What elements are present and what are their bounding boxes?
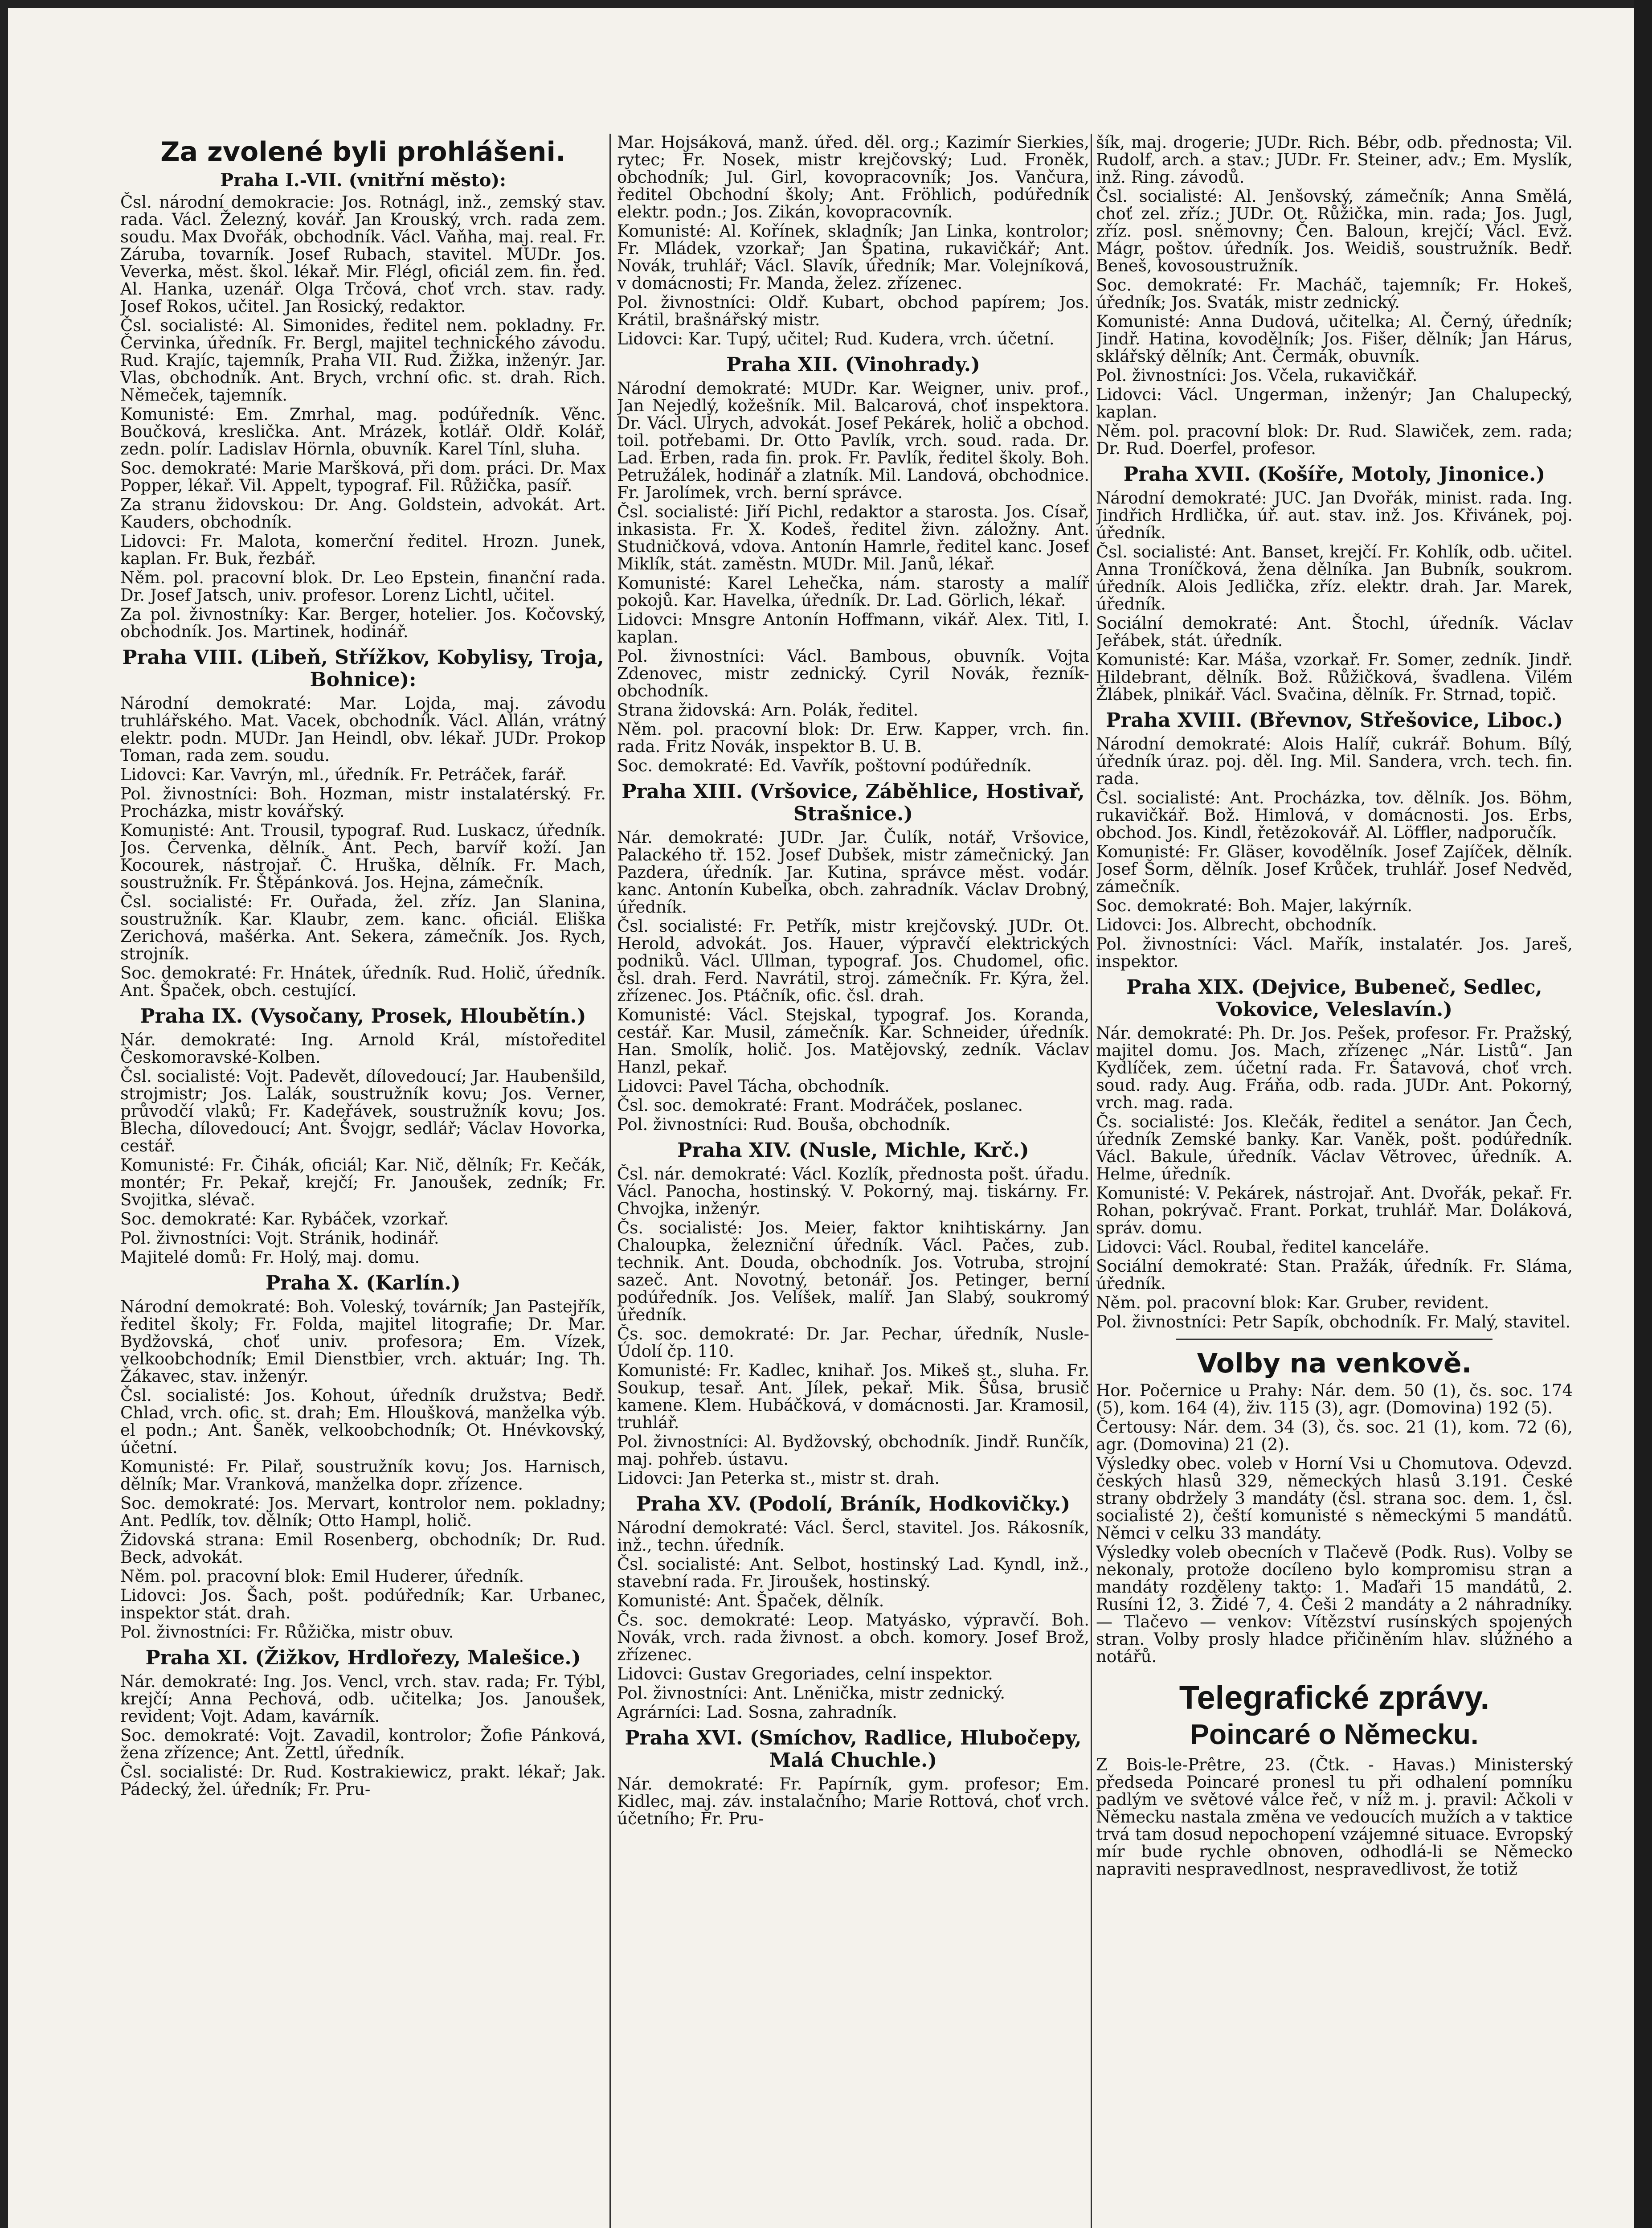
paragraph: Výsledky obec. voleb v Horní Vsi u Chomutova. Odevzd. českých hlasů 329, německých hlasů 3.191. České strany obdržely 3 mandáty (čsl. strana soc. dem. 1, čsl. socialisté 2), čeští komunisté s německými 5 mandátů. Němci v celku 33 mandáty. — [1096, 1454, 1573, 1543]
paragraph: Čsl. socialisté: Dr. Rud. Kostrakiewicz, prakt. lékař; Jak. Pádecký, žel. úředník; Fr. Pru- — [120, 1762, 606, 1799]
paragraph: Komunisté: Ant. Špaček, dělník. — [617, 1591, 884, 1610]
paragraph: Národní demokraté: Václ. Šercl, stavitel. Jos. Rákosník, inž., techn. úředník. — [617, 1518, 1089, 1555]
district-heading: Praha IX. (Vysočany, Prosek, Hloubětín.) — [140, 1005, 586, 1028]
paragraph: Židovská strana: Emil Rosenberg, obchodník; Dr. Rud. Beck, advokát. — [120, 1530, 606, 1567]
paragraph: Soc. demokraté: Boh. Majer, lakýrník. — [1096, 896, 1412, 915]
paragraph: Agrárníci: Lad. Sosna, zahradník. — [617, 1703, 897, 1722]
column-2 — [617, 134, 1089, 2228]
paragraph: Čsl. socialisté: Ant. Procházka, tov. dělník. Jos. Böhm, rukavičkář. Bož. Himlová, v domácnosti. Jos. Erbs, obchod. Jos. Kindl, řetězokovář. Al. Löffler, nadporučík. — [1096, 788, 1573, 842]
paragraph: Lidovci: Jos. Šach, pošt. podúředník; Kar. Urbanec, inspektor stát. drah. — [120, 1586, 606, 1622]
paragraph: Čsl. socialisté: Vojt. Padevět, dílovedoucí; Jar. Haubenšild, strojmistr; Jos. Lalák, soustružník kovu; Jos. Verner, průvodčí vlaků; Fr. Kadeřávek, soustružník kovu; Jos. Blecha, dílovedoucí; Ant. Švojgr, sedlář; Václav Hovorka, cestář. — [120, 1067, 606, 1155]
paragraph: Komunisté: Karel Lehečka, nám. starosty a malíř pokojů. Kar. Havelka, úředník. Dr. Lad. Görlich, lékař. — [617, 573, 1089, 610]
column-3 — [1096, 134, 1573, 2228]
paragraph: Čsl. národní demokracie: Jos. Rotnágl, inž., zemský stav. rada. Václ. Železný, kovář. Jan Krouský, vrch. rada zem. soudu. Max Dvořák, obchodník. Václ. Vaňha, maj. real. Fr. Záruba, tovarník. Josef Rubach, stavitel. MUDr. Jos. Veverka, měst. škol. lékař. Mir. Flégl, oficiál zem. fin. řed. Al. Hanka, uzenář. Olga Trčová, choť vrch. stav. rady. Josef Rokos, učitel. Jan Rosický, redaktor. — [120, 192, 606, 316]
paragraph: Lidovci: Jos. Albrecht, obchodník. — [1096, 915, 1377, 934]
paragraph: Soc. demokraté: Fr. Macháč, tajemník; Fr. Hokeš, úředník; Jos. Svaták, mistr zednický. — [1096, 275, 1573, 312]
district-heading: Praha X. (Karlín.) — [266, 1272, 461, 1294]
paragraph: Nár. demokraté: JUDr. Jar. Čulík, notář, Vršovice, Palackého tř. 152. Josef Dubšek, mistr zámečnický. Jan Pazdera, úředník. Jar. Kutina, správce měst. vodár. kanc. Antonín Kubelka, obch. zahradník. Václav Drobný, úředník. — [617, 828, 1089, 917]
paragraph: Lidovci: Jan Peterka st., mistr st. drah. — [617, 1469, 940, 1488]
paragraph: Čsl. nár. demokraté: Václ. Kozlík, přednosta pošt. úřadu. Václ. Panocha, hostinský. V. Pokorný, maj. tiskárny. Fr. Chvojka, inženýr. — [617, 1164, 1089, 1218]
paragraph: Něm. pol. pracovní blok: Dr. Rud. Slawiček, zem. rada; Dr. Rud. Doerfel, profesor. — [1096, 422, 1573, 458]
paragraph: Za pol. živnostníky: Kar. Berger, hotelier. Jos. Kočovský, obchodník. Jos. Martinek, hodinář. — [120, 605, 606, 641]
paragraph: Národní demokraté: Mar. Lojda, maj. závodu truhlářského. Mat. Vacek, obchodník. Václ. Allán, vrátný elektr. podn. MUDr. Jan Heindl, obv. lékař. JUDr. Prokop Toman, rada zem. soudu. — [120, 694, 606, 765]
paragraph: Pol. živnostníci: Václ. Bambous, obuvník. Vojta Zdenovec, mistr zednický. Cyril Novák, řezník-obchodník. — [617, 647, 1089, 700]
district-heading: Praha VIII. (Libeň, Střížkov, Kobylisy, Troja, Bohnice): — [122, 646, 604, 691]
paragraph: Komunisté: Fr. Kadlec, knihař. Jos. Mikeš st., sluha. Fr. Soukup, tesař. Ant. Jílek, pekař. Mik. Šůsa, brusič kamene. Klem. Hubáčková, v domácnosti. Jar. Kramosil, truhlář. — [617, 1361, 1089, 1432]
paragraph: Čsl. socialisté: Jos. Kohout, úředník družstva; Bedř. Chlad, vrch. ofic. st. drah; Em. Hloušková, manželka výb. el podn.; Ant. Šaněk, velkoobchodník; Ot. Hnévkovský, účetní. — [120, 1386, 606, 1457]
paragraph: Čsl. soc. demokraté: Frant. Modráček, poslanec. — [617, 1096, 1023, 1115]
paragraph: Soc. demokraté: Ed. Vavřík, poštovní podúředník. — [617, 756, 1032, 775]
paragraph: Lidovci: Pavel Tácha, obchodník. — [617, 1077, 890, 1096]
paragraph: Soc. demokraté: Fr. Hnátek, úředník. Rud. Holič, úředník. Ant. Špaček, obch. cestující. — [120, 963, 606, 1000]
district-heading: Praha XI. (Žižkov, Hrdlořezy, Malešice.) — [145, 1646, 581, 1669]
paragraph: Lidovci: Václ. Roubal, ředitel kanceláře. — [1096, 1237, 1430, 1257]
paragraph: Pol. živnostníci: Václ. Mařík, instalatér. Jos. Jareš, inspektor. — [1096, 934, 1573, 971]
district-heading: Praha XV. (Podolí, Bráník, Hodkovičky.) — [636, 1493, 1071, 1515]
paragraph: Něm. pol. pracovní blok: Kar. Gruber, revident. — [1096, 1293, 1489, 1312]
column-rule — [1091, 134, 1092, 2228]
paragraph: Čsl. socialisté: Ant. Selbot, hostinský Lad. Kyndl, inž., stavební rada. Fr. Jiroušek, hostinský. — [617, 1555, 1089, 1591]
paragraph: Majitelé domů: Fr. Holý, maj. domu. — [120, 1248, 420, 1267]
paragraph: Čertousy: Nár. dem. 34 (3), čs. soc. 21 (1), kom. 72 (6), agr. (Domovina) 21 (2). — [1096, 1417, 1573, 1454]
paragraph: Pol. živnostníci: Ant. Lněnička, mistr zednický. — [617, 1683, 1006, 1703]
paragraph: Čsl. socialisté: Ant. Banset, krejčí. Fr. Kohlík, odb. učitel. Anna Troníčková, žena dělníka. Jan Bubník, soukrom. úředník. Alois Jedlička, zříz. elektr. drah. Jar. Marek, úředník. — [1096, 542, 1573, 614]
paragraph: Pol. živnostníci: Vojt. Stránik, hodinář. — [120, 1229, 439, 1248]
paragraph: Něm. pol. pracovní blok: Dr. Erw. Kapper, vrch. fin. rada. Fritz Novák, inspektor B. U. B. — [617, 720, 1089, 756]
paragraph: Komunisté: Em. Zmrhal, mag. podúředník. Věnc. Boučková, kreslička. Ant. Mrázek, kotlář. Oldř. Kolář, zedn. polír. Ladislav Hörnla, obuvník. Karel Tínl, sluha. — [120, 405, 606, 459]
district-heading: Praha XVIII. (Břevnov, Střešovice, Liboc.) — [1106, 709, 1563, 732]
paragraph: Lidovci: Kar. Tupý, učitel; Rud. Kudera, vrch. účetní. — [617, 329, 1055, 348]
paragraph: Národní demokraté: MUDr. Kar. Weigner, univ. prof., Jan Nejedlý, kožešník. Mil. Balcarová, choť inspektora. Dr. Václ. Ulrych, advokát. Josef Pekárek, holič a obchod. toil. potřebami. Dr. Otto Pavlík, vrch. soud. rada. Dr. Lad. Erben, rada fin. prok. Fr. Pavlík, ředitel školy. Boh. Petružálek, hodinář a zlatník. Mil. Landová, obchodnice. Fr. Jarolímek, vrch. berní správce. — [617, 379, 1089, 502]
paragraph: Pol. živnostníci: Fr. Růžička, mistr obuv. — [120, 1622, 454, 1642]
paragraph: Soc. demokraté: Jos. Mervart, kontrolor nem. pokladny; Ant. Pedlík, tov. dělník; Otto Hampl, holič. — [120, 1494, 606, 1530]
paragraph: Čsl. socialisté: Al. Jenšovský, zámečník; Anna Smělá, choť zel. zříz.; JUDr. Ot. Růžička, min. rada; Jos. Jugl, zříz. posl. sněmovny; Čen. Baloun, krejčí; Václ. Evž. Mágr, poštov. úředník. Jos. Weidiš, soustružník. Bedř. Beneš, kovosoustružník. — [1096, 187, 1573, 275]
section-title: Volby na venkově. — [1197, 1348, 1472, 1379]
paragraph: Komunisté: Václ. Stejskal, typograf. Jos. Koranda, cestář. Kar. Musil, zámečník. Kar. Schneider, úředník. Han. Smolík, holič. Jos. Matějovský, zedník. Václav Hanzl, pekař. — [617, 1005, 1089, 1077]
paragraph: Soc. demokraté: Vojt. Zavadil, kontrolor; Žofie Pánková, žena zřízence; Ant. Zettl, úředník. — [120, 1726, 606, 1762]
district-heading: Praha I.-VII. (vnitřní město): — [220, 170, 506, 191]
paragraph: Národní demokraté: JUC. Jan Dvořák, minist. rada. Ing. Jindřich Hrdlička, úř. aut. stav. inž. Jos. Křivánek, poj. úředník. — [1096, 488, 1573, 542]
paragraph: Nár. demokraté: Ing. Jos. Vencl, vrch. stav. rada; Fr. Týbl, krejčí; Anna Pechová, odb. učitelka; Jos. Janoušek, revident; Vojt. Adam, kavárník. — [120, 1672, 606, 1726]
section-divider — [1176, 1339, 1493, 1340]
paragraph: Čs. soc. demokraté: Dr. Jar. Pechar, úředník, Nusle-Údolí čp. 110. — [617, 1324, 1089, 1361]
paragraph: Komunisté: Ant. Trousil, typograf. Rud. Luskacz, úředník. Jos. Červenka, dělník. Ant. Pech, barvíř koží. Jan Kocourek, nástrojař. Č. Hruška, dělník. Fr. Mach, soustružník. Fr. Štěpánková. Jos. Hejna, zámečník. — [120, 821, 606, 892]
paragraph: Čsl. socialisté: Jiří Pichl, redaktor a starosta. Jos. Císař, inkasista. Fr. X. Kodeš, ředitel živn. záložny. Ant. Studničková, vdova. Antonín Hamrle, ředitel kanc. Josef Miklík, stát. zaměstn. MUDr. Mil. Janů, lékař. — [617, 502, 1089, 573]
paragraph: Hor. Počernice u Prahy: Nár. dem. 50 (1), čs. soc. 174 (5), kom. 164 (4), živ. 115 (3), agr. (Domovina) 192 (5). — [1096, 1381, 1573, 1417]
paragraph: Národní demokraté: Boh. Voleský, továrník; Jan Pastejřík, ředitel školy; Fr. Folda, majitel litografie; Dr. Mar. Bydžovská, choť univ. profesora; Em. Vízek, velkoobchodník; Emil Dienstbier, vrch. aktuár; Ing. Th. Žákavec, stav. inženýr. — [120, 1297, 606, 1386]
paragraph: Lidovci: Gustav Gregoriades, celní inspektor. — [617, 1664, 993, 1683]
paragraph: Nár. demokraté: Ph. Dr. Jos. Pešek, profesor. Fr. Pražský, majitel domu. Jos. Mach, zřízenec „Nár. Listů“. Jan Kydlíček, zem. účetní rada. Fr. Šatavová, choť vrch. soud. rady. Aug. Fráňa, odb. rada. JUDr. Ant. Pokorný, vrch. mag. rada. — [1096, 1024, 1573, 1112]
scan-edge-left — [0, 0, 8, 2228]
paragraph: Pol. živnostníci: Rud. Bouša, obchodník. — [617, 1115, 951, 1134]
column-1 — [120, 134, 606, 2228]
paragraph: Komunisté: Fr. Čihák, oficiál; Kar. Nič, dělník; Fr. Kečák, montér; Fr. Pekař, krejčí; Fr. Janoušek, zedník; Fr. Svojitka, slévač. — [120, 1155, 606, 1209]
paragraph: Komunisté: Kar. Máša, vzorkař. Fr. Somer, zedník. Jindř. Hildebrant, dělník. Bož. Růžičková, švadlena. Vilém Žlábek, plnikář. Václ. Svačina, dělník. Fr. Strnad, topič. — [1096, 650, 1573, 704]
paragraph: Čsl. socialisté: Al. Simonides, ředitel nem. pokladny. Fr. Červinka, úředník. Fr. Bergl, majitel technického závodu. Rud. Krajíc, tajemník, Praha VII. Rud. Žižka, inženýr. Jar. Vlas, obchodník. Ant. Brych, vrchní ofic. st. drah. Rich. Němeček, tajemník. — [120, 316, 606, 405]
paragraph: Nár. demokraté: Ing. Arnold Král, místoředitel Českomoravské-Kolben. — [120, 1030, 606, 1067]
paragraph: Sociální demokraté: Stan. Pražák, úředník. Fr. Sláma, úředník. — [1096, 1257, 1573, 1293]
district-heading: Praha XII. (Vinohrady.) — [726, 353, 980, 376]
paragraph: Soc. demokraté: Marie Maršková, při dom. práci. Dr. Max Popper, lékař. Vil. Appelt, typograf. Fil. Růžička, pasíř. — [120, 459, 606, 495]
paragraph: Čs. socialisté: Jos. Meier, faktor knihtiskárny. Jan Chaloupka, železniční úředník. Václ. Pačes, zub. technik. Ant. Douda, obchodník. Jos. Votruba, strojní sazeč. Ant. Novotný, betonář. Jos. Petinger, berní podúředník. Jos. Velíšek, malíř. Jan Slabý, soukromý úředník. — [617, 1218, 1089, 1324]
paragraph: Národní demokraté: Alois Halíř, cukrář. Bohum. Bílý, úředník úraz. poj. děl. Ing. Mil. Sandera, vrch. tech. fin. rada. — [1096, 734, 1573, 788]
paragraph: Z Bois-le-Prêtre, 23. (Čtk. - Havas.) Ministerský předseda Poincaré pronesl tu při odhalení pomníku padlým ve světové válce řeč, v níž m. j. pravil: Ačkoli v Německu nastala změna ve vedoucích mužích a v taktice trvá tam dosud nepochopení vzájemné situace. Evropský mír bude rychle obnoven, odhodlá-li se Německo napraviti nespravedlnost, nespravedlivost, že totiž — [1096, 1755, 1573, 1879]
paragraph: Čsl. socialisté: Fr. Ouřada, žel. zříz. Jan Slanina, soustružník. Kar. Klaubr, zem. kanc. oficiál. Eliška Zerichová, mašérka. Ant. Sekera, zámečník. Jos. Rych, strojník. — [120, 892, 606, 963]
paragraph: Něm. pol. pracovní blok. Dr. Leo Epstein, finanční rada. Dr. Josef Jatsch, univ. profesor. Lorenz Lichtl, učitel. — [120, 568, 606, 605]
column-rule — [609, 134, 611, 2228]
paragraph: Výsledky voleb obecních v Tlačevě (Podk. Rus). Volby se nekonaly, protože docíleno bylo kompromisu stran a mandáty rozděleny takto: 1. Maďaři 15 mandátů, 2. Rusíni 12, 3. Židé 7, 4. Češi 2 mandáty a 2 náhradníky. — Tlačevo — venkov: Vítězství rusínských spojených stran. Volby prosly hladce přičiněním hlav. slúžného a notářů. — [1096, 1543, 1573, 1666]
scan-edge-right — [1634, 0, 1652, 2228]
article-title: Za zvolené byli prohlášeni. — [160, 136, 566, 168]
paragraph: Čsl. socialisté: Fr. Petřík, mistr krejčovský. JUDr. Ot. Herold, advokát. Jos. Hauer, výpravčí elektrických podniků. Václ. Ullman, typograf. Jos. Chudomel, ofic. čsl. drah. Ferd. Navrátil, stroj. zámečník. Fr. Kýra, žel. zřízenec. Jos. Ptáčník, ofic. čsl. drah. — [617, 917, 1089, 1005]
paragraph: Za stranu židovskou: Dr. Ang. Goldstein, advokát. Art. Kauders, obchodník. — [120, 495, 606, 532]
district-heading: Praha XVII. (Košíře, Motoly, Jinonice.) — [1123, 463, 1546, 486]
district-heading: Praha XIV. (Nusle, Michle, Krč.) — [677, 1139, 1029, 1162]
district-heading: Praha XIII. (Vršovice, Záběhlice, Hostivař, Strašnice.) — [622, 780, 1085, 825]
district-heading: Praha XVI. (Smíchov, Radlice, Hlubočepy, Malá Chuchle.) — [625, 1727, 1082, 1772]
paragraph: Lidovci: Fr. Malota, komerční ředitel. Hrozn. Junek, kaplan. Fr. Buk, řezbář. — [120, 532, 606, 568]
telegraph-subtitle: Poincaré o Německu. — [1190, 1718, 1479, 1750]
telegraph-title: Telegrafické zprávy. — [1179, 1679, 1490, 1716]
paragraph: Mar. Hojsáková, manž. úřed. děl. org.; Kazimír Sierkies, rytec; Fr. Nosek, mistr krejčovský; Lud. Froněk, obchodník; Jul. Girl, kovopracovník; Jos. Vančura, ředitel Obchodní školy; Ant. Fröhlich, podúředník elektr. podn.; Jos. Zikán, kovopracovník. — [617, 134, 1089, 221]
paragraph: Sociální demokraté: Ant. Štochl, úředník. Václav Jeřábek, stát. úředník. — [1096, 614, 1573, 650]
paragraph: Komunisté: Fr. Gläser, kovodělník. Josef Zajíček, dělník. Josef Šorm, dělník. Josef Krůček, truhlář. Josef Nedvěd, zámečník. — [1096, 842, 1573, 896]
paragraph: Čs. socialisté: Jos. Klečák, ředitel a senátor. Jan Čech, úředník Zemské banky. Kar. Vaněk, pošt. podúředník. Václ. Bakule, úředník. Václav Větrovec, úředník. A. Helme, úředník. — [1096, 1112, 1573, 1184]
paragraph: Pol. živnostníci: Petr Sapík, obchodník. Fr. Malý, stavitel. — [1096, 1312, 1571, 1331]
paragraph: šík, maj. drogerie; JUDr. Rich. Bébr, odb. přednosta; Vil. Rudolf, arch. a stav.; JUDr. Fr. Steiner, adv.; Em. Myslík, inž. Ring. závodů. — [1096, 134, 1573, 187]
paragraph: Pol. živnostníci: Jos. Včela, rukavičkář. — [1096, 366, 1418, 385]
paragraph: Lidovci: Václ. Ungerman, inženýr; Jan Chalupecký, kaplan. — [1096, 385, 1573, 422]
paragraph: Lidovci: Kar. Vavrýn, ml., úředník. Fr. Petráček, farář. — [120, 765, 567, 784]
paragraph: Komunisté: Al. Kořínek, skladník; Jan Linka, kontrolor; Fr. Mládek, vzorkař; Jan Špatina, rukavičkář; Ant. Novák, truhlář; Václ. Slavík, úředník; Mar. Volejníková, v domácnosti; Fr. Manda, želez. zřízenec. — [617, 221, 1089, 293]
scan-edge-top — [0, 0, 1652, 8]
paragraph: Pol. živnostníci: Boh. Hozman, mistr instalatérský. Fr. Procházka, mistr kovářský. — [120, 784, 606, 821]
paragraph: Něm. pol. pracovní blok: Emil Huderer, úředník. — [120, 1567, 524, 1586]
paragraph: Komunisté: Fr. Pilař, soustružník kovu; Jos. Harnisch, dělník; Mar. Vranková, manželka dopr. zřízence. — [120, 1457, 606, 1494]
district-heading: Praha XIX. (Dejvice, Bubeneč, Sedlec, Vokovice, Veleslavín.) — [1126, 976, 1542, 1021]
paragraph: Pol. živnostníci: Oldř. Kubart, obchod papírem; Jos. Krátil, brašnářský mistr. — [617, 293, 1089, 329]
paragraph: Komunisté: V. Pekárek, nástrojař. Ant. Dvořák, pekař. Fr. Rohan, pokrývač. Frant. Porkat, truhlář. Mar. Doláková, správ. domu. — [1096, 1184, 1573, 1237]
paragraph: Komunisté: Anna Dudová, učitelka; Al. Černý, úředník; Jindř. Hatina, kovodělník; Jos. Fišer, dělník; Jan Hárus, sklářský dělník; Ant. Čermák, obuvník. — [1096, 312, 1573, 366]
paragraph: Pol. živnostníci: Al. Bydžovský, obchodník. Jindř. Runčík, maj. pohřeb. ústavu. — [617, 1432, 1089, 1469]
paragraph: Lidovci: Mnsgre Antonín Hoffmann, vikář. Alex. Titl, I. kaplan. — [617, 610, 1089, 647]
paragraph: Soc. demokraté: Kar. Rybáček, vzorkař. — [120, 1209, 449, 1229]
paragraph: Strana židovská: Arn. Polák, ředitel. — [617, 700, 919, 720]
paragraph: Nár. demokraté: Fr. Papírník, gym. profesor; Em. Kidlec, maj. záv. instalačního; Marie Rottová, choť vrch. účetního; Fr. Pru- — [617, 1774, 1089, 1828]
paragraph: Čs. soc. demokraté: Leop. Matyásko, výpravčí. Boh. Novák, vrch. rada živnost. a obch. komory. Josef Brož, zřízenec. — [617, 1610, 1089, 1664]
